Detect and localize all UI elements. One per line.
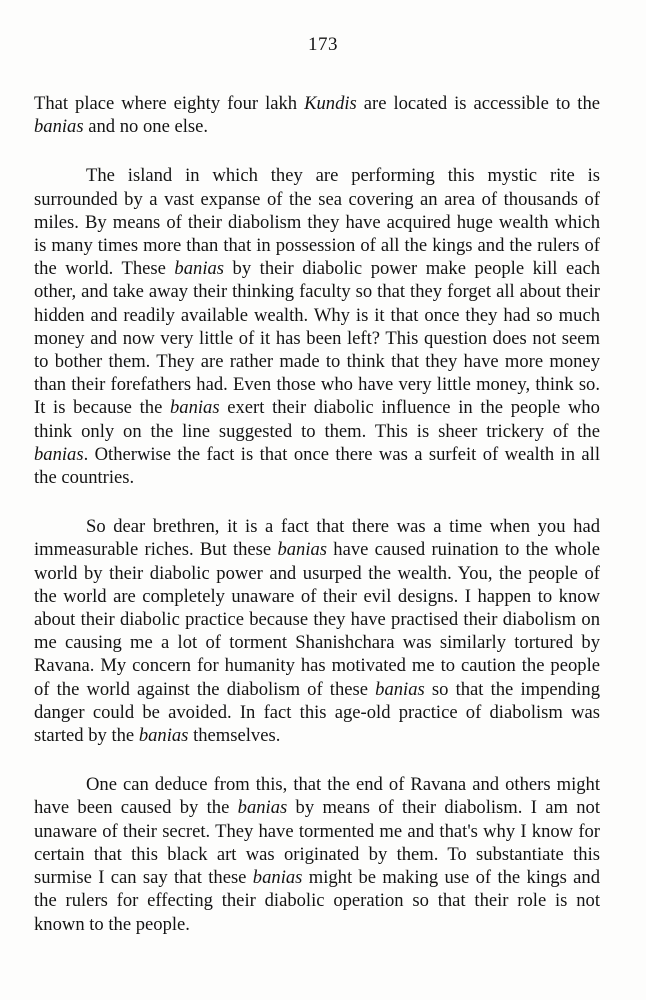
text-run: might be making use of the kings and the rulers for effecting their diabolic operation so that their role is not known to the people.: [34, 867, 600, 935]
text-run: The island in which they are performing this mystic rite is surrounded by a vast expanse of the sea covering an area of thousands of miles. By means of their diabolism they have acquired huge wealth which is many times more than that in possession of all the kings and the rulers of the world. These: [34, 165, 600, 280]
italic-term: banias: [34, 443, 84, 465]
italic-term: banias: [138, 725, 189, 747]
page-number: 173: [308, 34, 338, 55]
text-run: themselves.: [188, 725, 281, 747]
italic-term: banias: [34, 116, 84, 138]
text-run: So dear brethren, it is a fact that there was a time when you had immeasurable riches. But these: [34, 516, 600, 561]
text-run: have caused ruination to the whole world by their diabolic power and usurped the wealth. You, the people of the world are completely unaware of their evil designs. I happen to know about their diabolic practice because they have practised their diabolism on me causing me a lot of torment Shanishchara was similarly tortured by Ravana. My concern for humanity has motivated me to caution the people of the world against the diabolism of these: [34, 539, 601, 700]
paragraph: [34, 773, 600, 935]
italic-term: banias: [277, 539, 328, 561]
text-run: are located is accessible to the: [356, 93, 600, 114]
text-run: by means of their diabolism. I am not unaware of their secret. They have tormented me and that's why I know for certain that this black art was originated by them. To substantiate this surmise I can say that these: [34, 797, 600, 889]
italic-term: banias: [174, 258, 225, 280]
paragraph: [34, 515, 600, 747]
paragraph: [34, 164, 600, 489]
text-run: exert their diabolic influence in the people who think only on the line suggested to them. This is sheer trickery of the: [34, 397, 600, 442]
body-text: [34, 92, 600, 962]
italic-term: banias: [252, 867, 303, 889]
text-run: . Otherwise the fact is that once there was a surfeit of wealth in all the countries.: [34, 443, 600, 489]
text-run: by their diabolic power make people kill each other, and take away their thinking faculty so that they forget all about their hidden and readily available wealth. Why is it that once they had so much money and now very little of it has been left? This question does not seem to bother them. They are rather made to think that they have more money than their forefathers had. Even those who have very little money, think so. It is because the: [34, 258, 600, 419]
italic-term: banias: [375, 678, 425, 700]
text-run: That place where eighty four lakh: [34, 93, 305, 114]
text-run: and no one else.: [83, 116, 209, 138]
paragraph: [34, 92, 600, 138]
text-run: so that the impending danger could be avoided. In fact this age-old practice of diabolism was started by the: [34, 678, 600, 747]
text-run: One can deduce from this, that the end of Ravana and others might have been caused by the: [34, 774, 600, 819]
italic-term: banias: [169, 397, 220, 419]
italic-term: banias: [237, 797, 288, 819]
italic-term: Kundis: [304, 93, 357, 114]
